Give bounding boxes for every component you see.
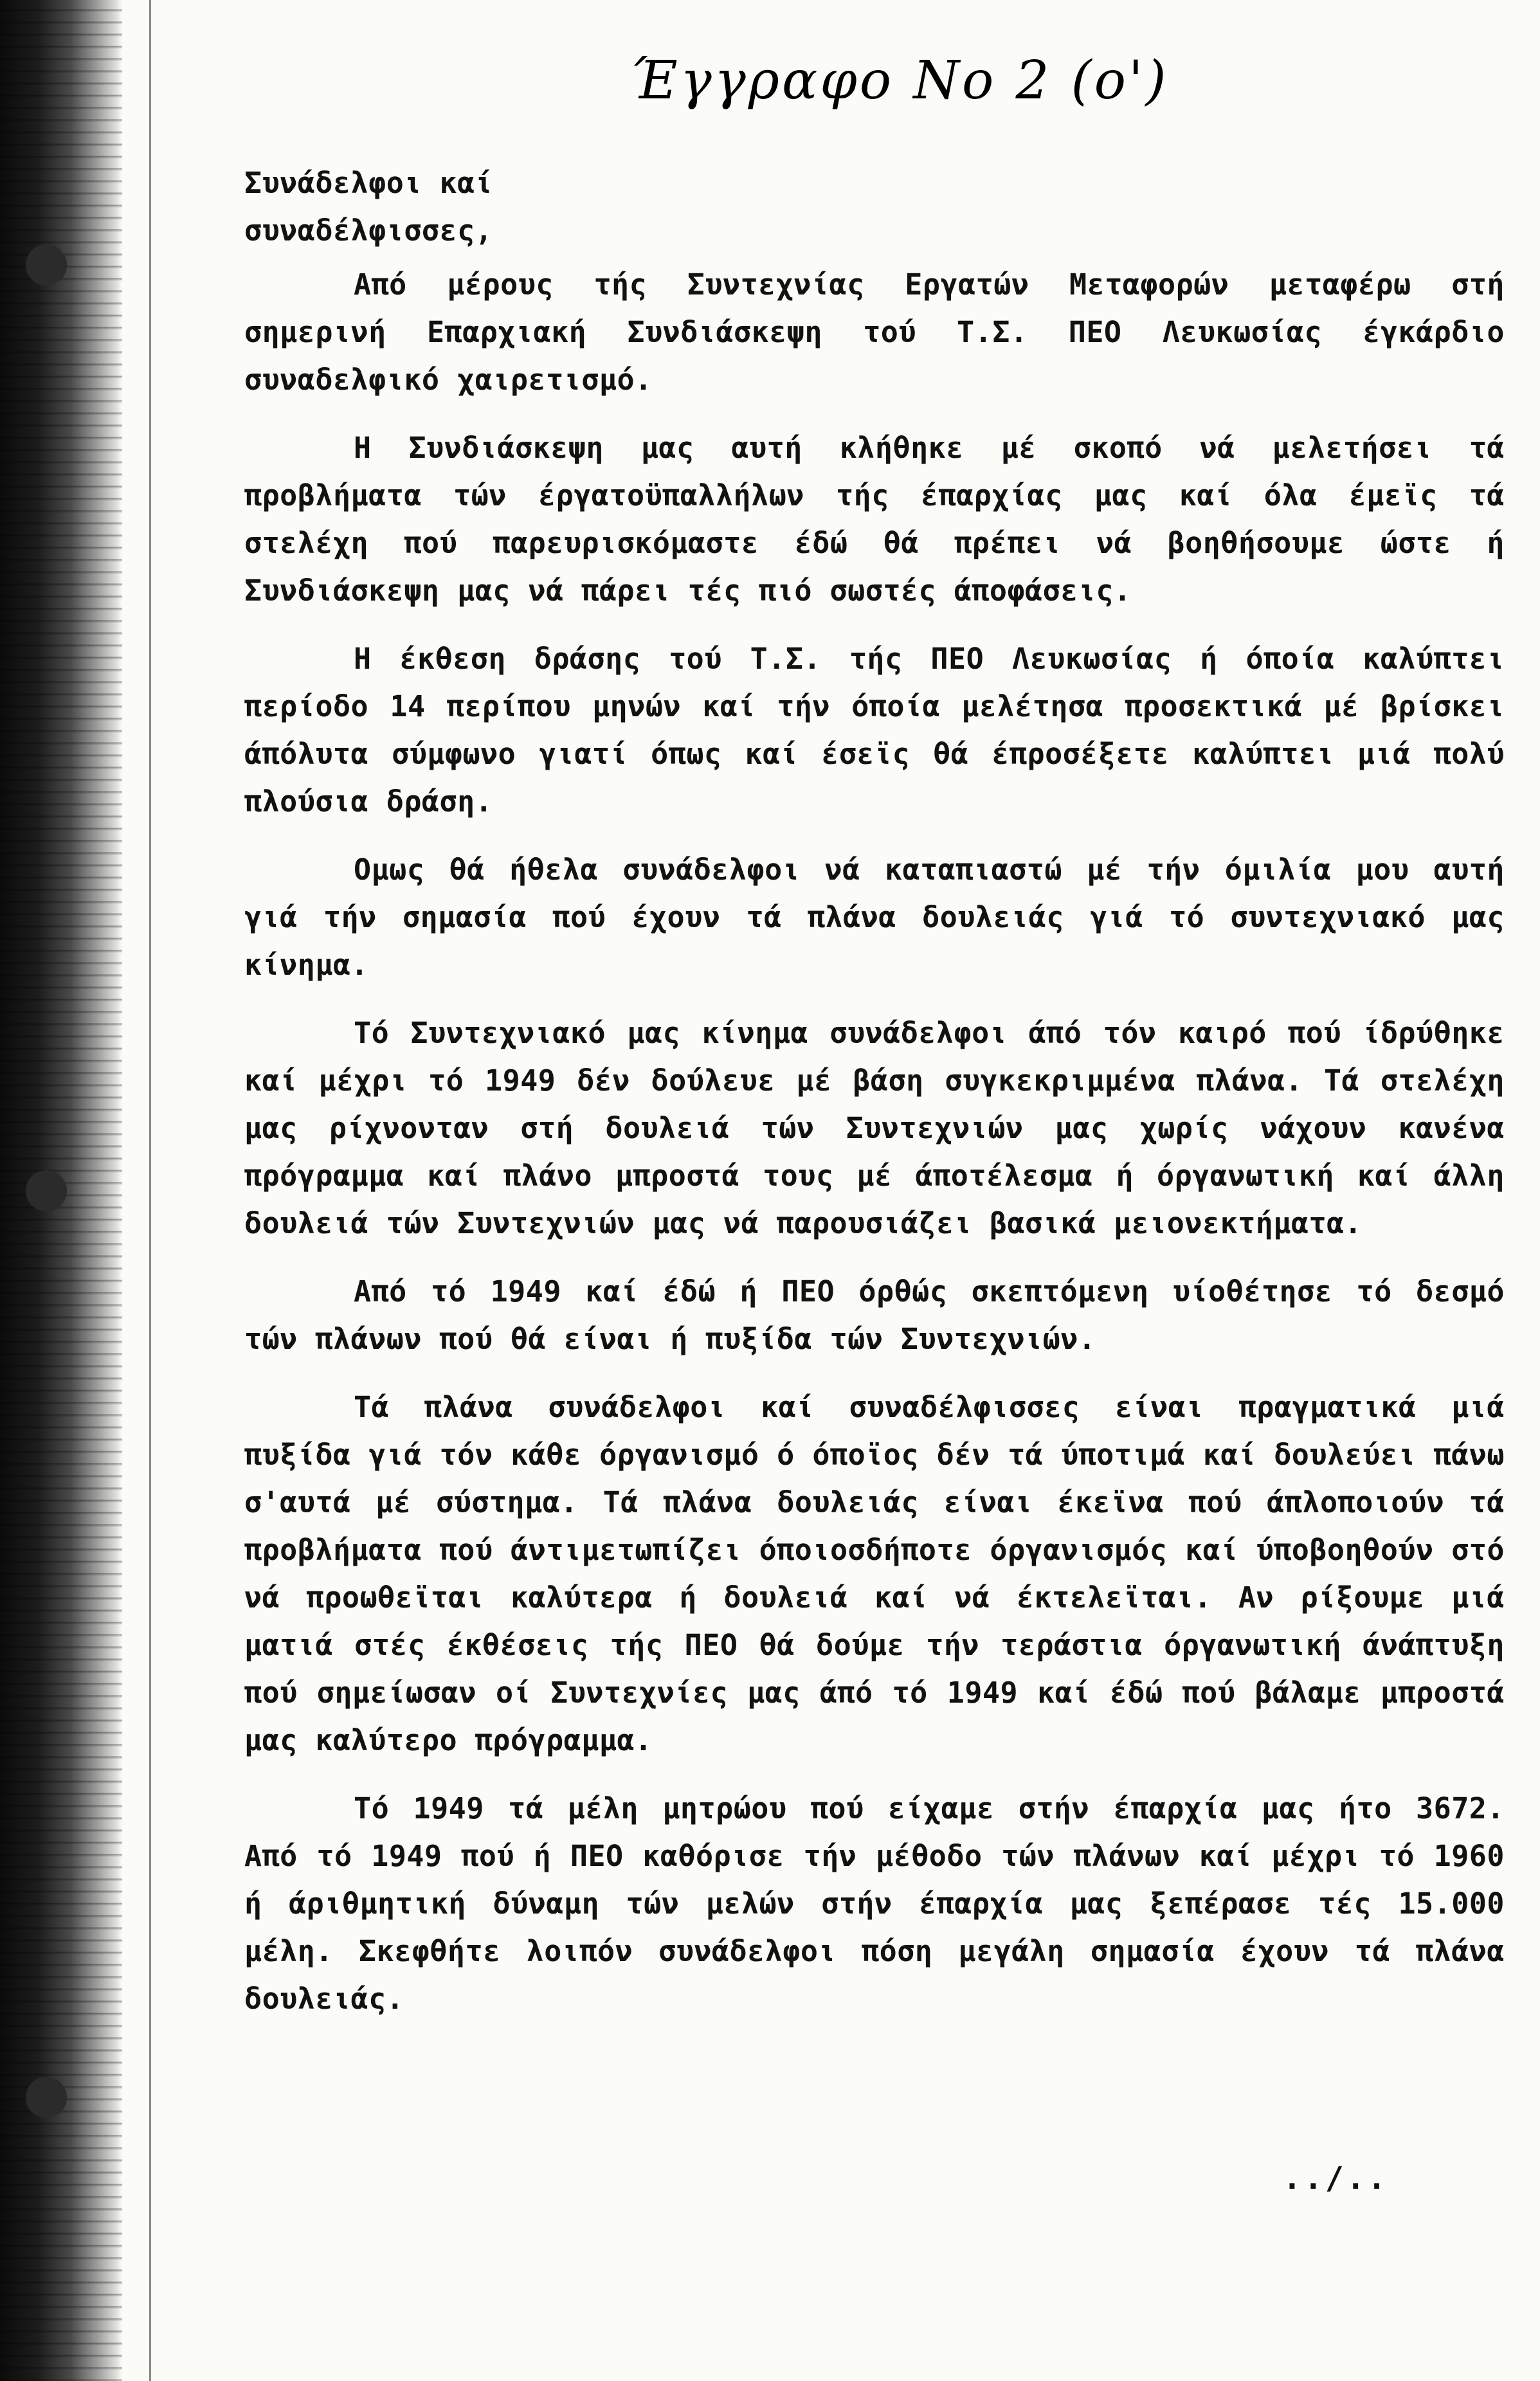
salutation	[244, 159, 1505, 255]
punch-hole	[26, 2077, 67, 2118]
salutation-line-1: Συνάδελφοι καί	[244, 166, 493, 200]
paragraph-speech-topic: Ομως θά ήθελα συνάδελφοι νά καταπιαστώ μέ τήν όμιλία μου αυτή γιά τήν σημασία πού έχουν τά πλάνα δουλειάς γιά τό συντεχνιακό μας κίνημα.	[244, 853, 1505, 982]
paragraph-plans-compass: Τά πλάνα συνάδελφοι καί συναδέλφισσες είναι πραγματικά μιά πυξίδα γιά τόν κάθε όργανισμό ό όποϊος δέν τά ύποτιμά καί δουλεύει πάνω σ'αυτά μέ σύστημα. Τά πλάνα δουλειάς είναι έκεϊνα πού άπλοποιούν τά προβλήματα πού άντιμετωπίζει όποιοσδήποτε όργανισμός καί ύποβοηθούν στό νά προωθεϊται καλύτερα ή δουλειά καί νά έκτελεϊται. Αν ρίξουμε μιά ματιά στές έκθέσεις τής ΠΕΟ θά δούμε τήν τεράστια όργανωτική άνάπτυξη πού σημείωσαν οί Συντεχνίες μας άπό τό 1949 καί έδώ πού βάλαμε μπροστά μας καλύτερο πρόγραμμα.	[244, 1390, 1505, 1757]
paragraph-membership-growth: Τό 1949 τά μέλη μητρώου πού είχαμε στήν έπαρχία μας ήτο 3672. Από τό 1949 πού ή ΠΕΟ καθόρισε τήν μέθοδο τών πλάνων καί μέχρι τό 1960 ή άριθμητική δύναμη τών μελών στήν έπαρχία μας ξεπέρασε τές 15.000 μέλη. Σκεφθήτε λοιπόν συνάδελφοι πόση μεγάλη σημασία έχουν τά πλάνα δουλειάς.	[244, 1791, 1505, 2016]
paragraph-conference-purpose: Η Συνδιάσκεψη μας αυτή κλήθηκε μέ σκοπό νά μελετήσει τά προβλήματα τών έργατοϋπαλλήλων τής έπαρχίας μας καί όλα έμεϊς τά στελέχη πού παρευρισκόμαστε έδώ θά πρέπει νά βοηθήσουμε ώστε ή Συνδιάσκεψη μας νά πάρει τές πιό σωστές άποφάσεις.	[244, 431, 1505, 608]
letter-body	[244, 159, 1505, 2043]
handwritten-document-number: Έγγραφο Νο 2 (ο')	[630, 50, 1169, 111]
punch-hole	[26, 244, 67, 285]
continued-mark: ../..	[1283, 2160, 1389, 2196]
paragraph-activity-report: Η έκθεση δράσης τού Τ.Σ. τής ΠΕΟ Λευκωσίας ή όποία καλύπτει περίοδο 14 περίπου μηνών καί τήν όποία μελέτησα προσεκτικά μέ βρίσκει άπόλυτα σύμφωνο γιατί όπως καί έσεϊς θά έπροσέξετε καλύπτει μιά πολύ πλούσια δράση.	[244, 642, 1505, 819]
margin-line	[149, 0, 151, 2381]
salutation-line-2: συναδέλφισσες,	[244, 213, 493, 248]
paragraph-history: Τό Συντεχνιακό μας κίνημα συνάδελφοι άπό τόν καιρό πού ίδρύθηκε καί μέχρι τό 1949 δέν δούλευε μέ βάση συγκεκριμμένα πλάνα. Τά στελέχη μας ρίχνονταν στή δουλειά τών Συντεχνιών μας χωρίς νάχουν κανένα πρόγραμμα καί πλάνο μπροστά τους μέ άποτέλεσμα ή όργανωτική καί άλλη δουλειά τών Συντεχνιών μας νά παρουσιάζει βασικά μειονεκτήματα.	[244, 1016, 1505, 1240]
punch-hole	[26, 1170, 67, 1211]
paragraph-greeting: Από μέρους τής Συντεχνίας Εργατών Μεταφορών μεταφέρω στή σημερινή Επαρχιακή Συνδιάσκεψη τού Τ.Σ. ΠΕΟ Λευκωσίας έγκάρδιο συναδελφικό χαιρετισμό.	[244, 267, 1505, 397]
paragraph-1949-plans: Από τό 1949 καί έδώ ή ΠΕΟ όρθώς σκεπτόμενη υίοθέτησε τό δεσμό τών πλάνων πού θά είναι ή πυξίδα τών Συντεχνιών.	[244, 1274, 1505, 1356]
